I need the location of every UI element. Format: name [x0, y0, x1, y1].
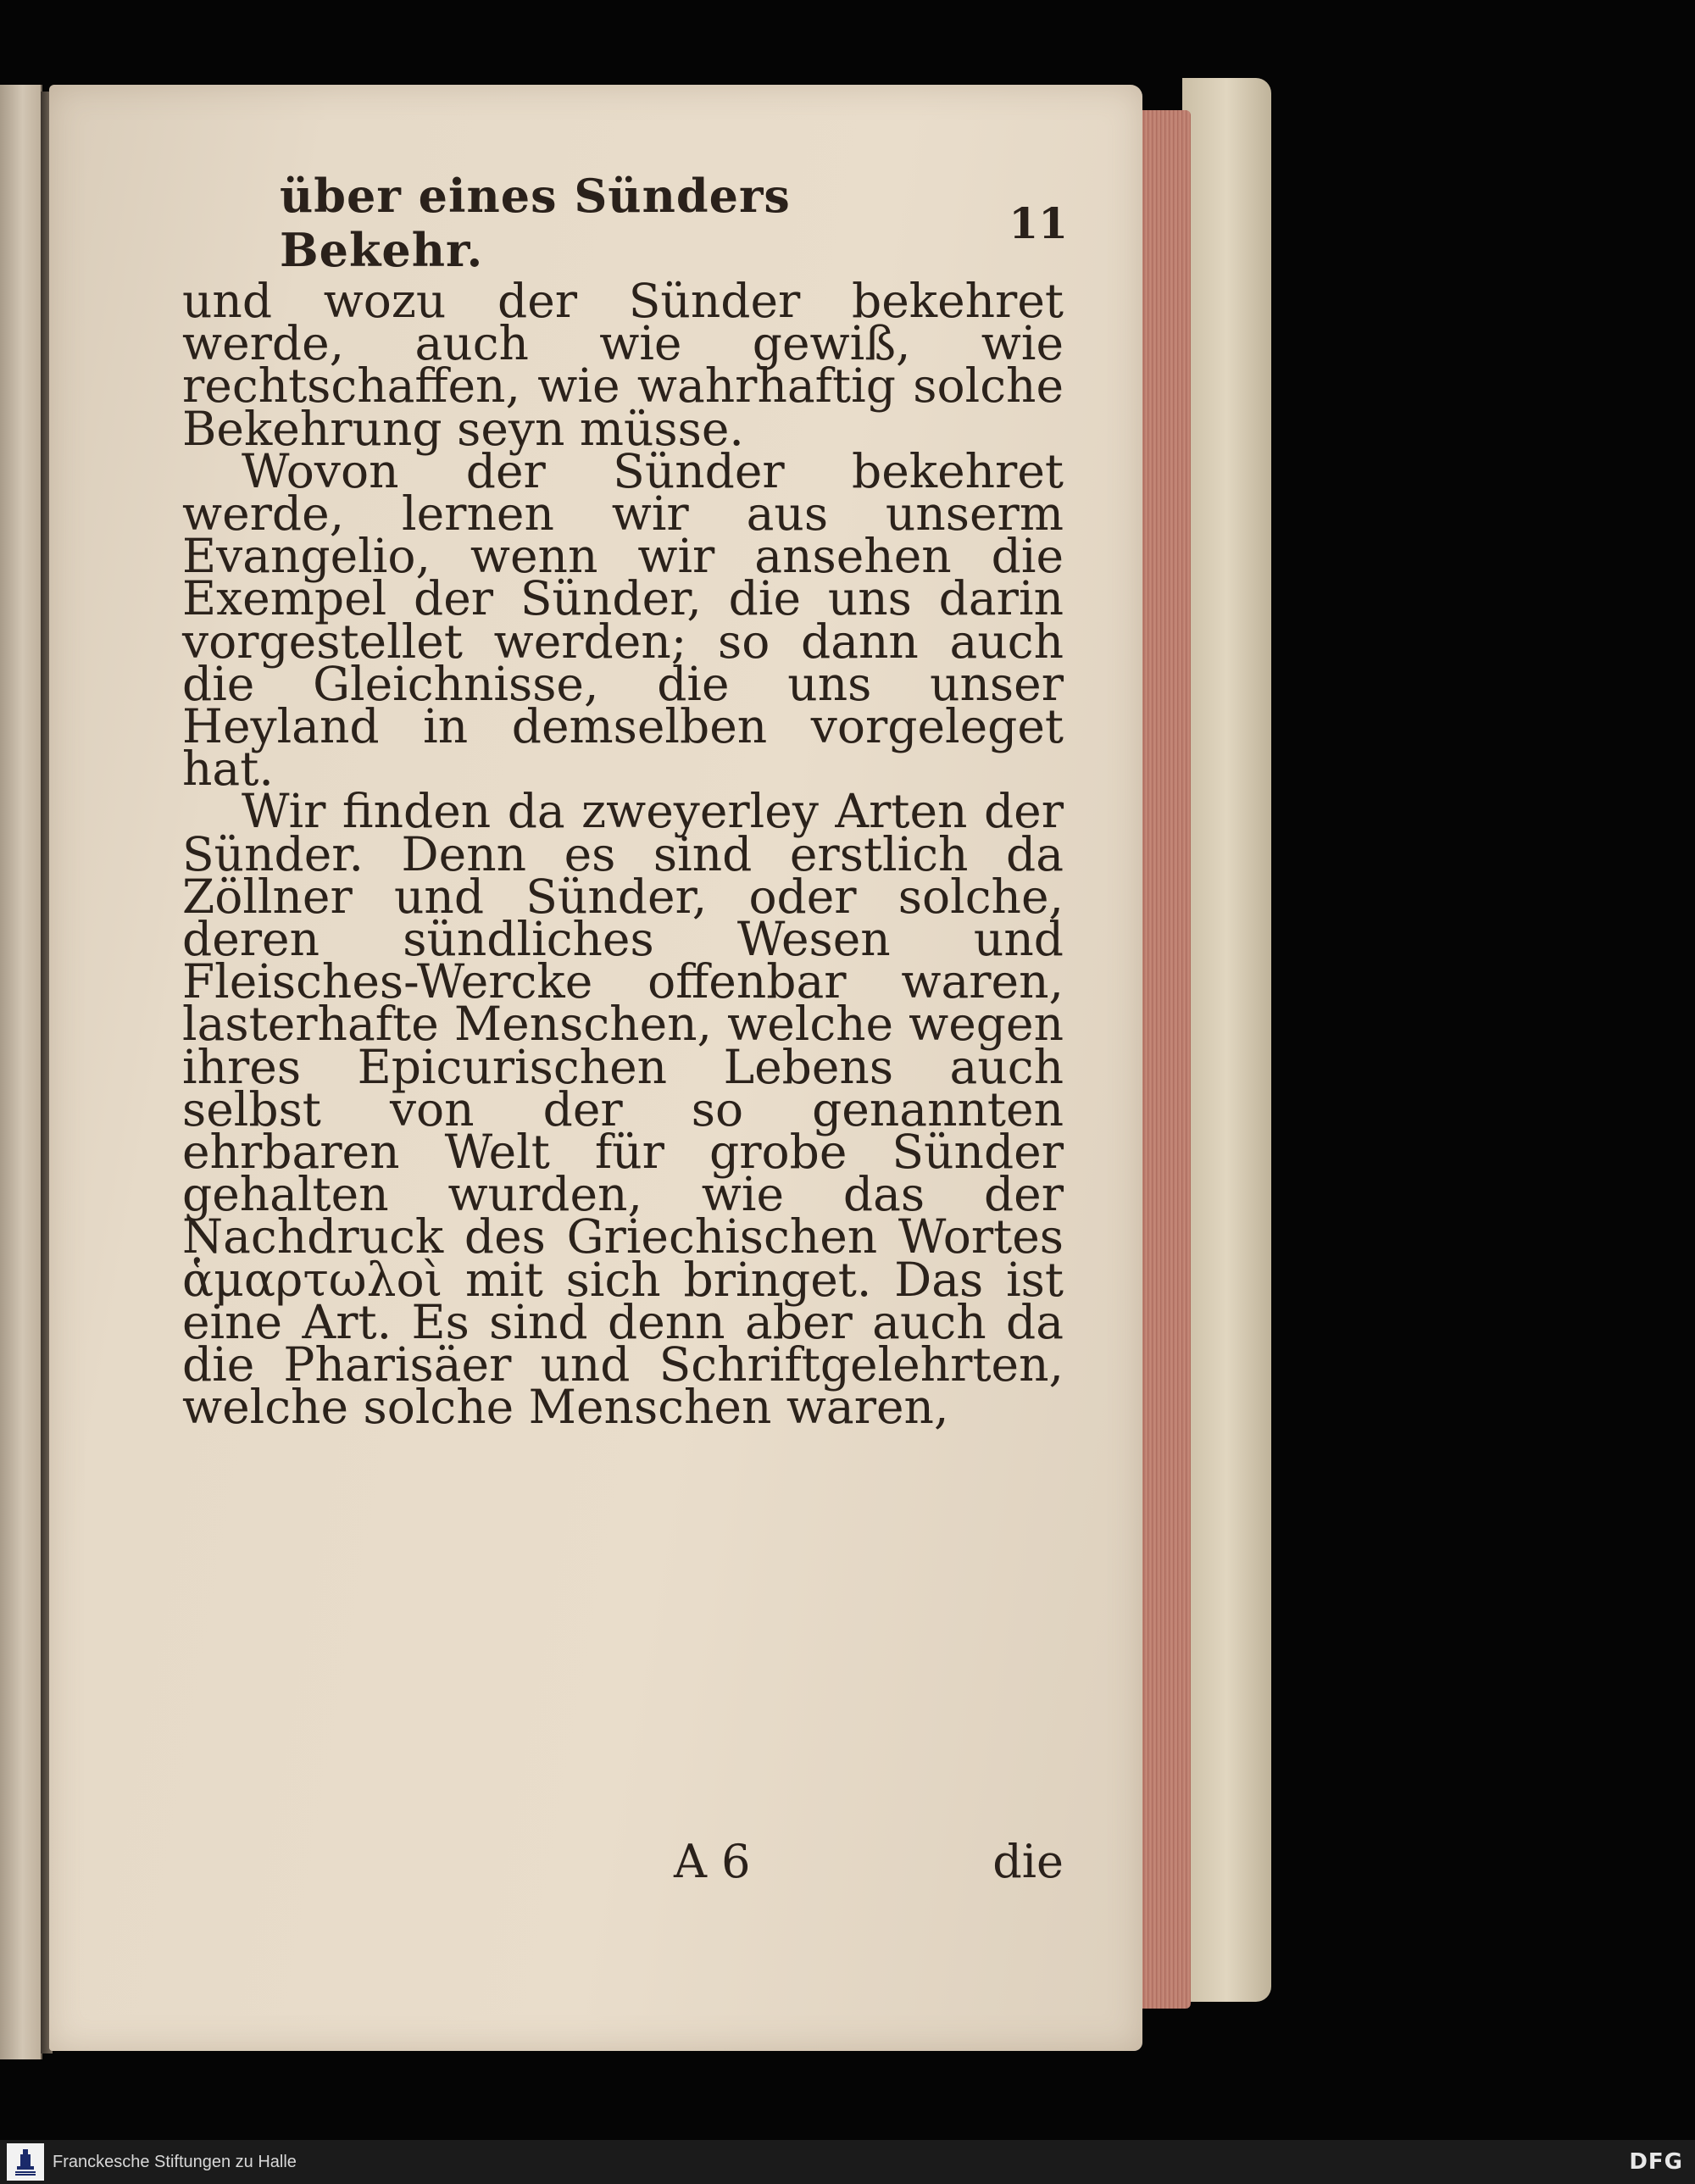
left-page-edge — [0, 85, 42, 2059]
signature-mark: A 6 — [674, 1835, 751, 1888]
page-body — [182, 274, 1064, 1435]
institution-logo-icon — [7, 2143, 44, 2181]
institution-credit — [0, 2143, 297, 2181]
institution-name: Franckesche Stiftungen zu Halle — [53, 2152, 297, 2171]
page-number: 11 — [1009, 197, 1068, 248]
paragraph-2: Wovon der Sünder bekehret werde, lernen wir aus unserm Evangelio, wenn wir ansehen die Exempel der Sünder, die uns darin vorgestellet werden; so dann auch die Gleichnisse, die uns unser Heyland in demselben vorgeleget hat. — [182, 443, 1064, 797]
paragraph-1: und wozu der Sünder bekehret werde, auch wie gewiß, wie rechtschaffen, wie wahrhaftig solche Bekehrung seyn müsse. — [182, 274, 1064, 456]
dfg-logo: DFG — [1629, 2149, 1683, 2175]
viewer-footer-bar — [0, 2140, 1695, 2184]
catchword: die — [992, 1835, 1064, 1888]
paragraph-3: Wir finden da zweyerley Arten der Sünder. Denn es sind erstlich da Zöllner und Sünder, oder solche, deren sündliches Wesen und Fleisches-Wercke offenbar waren, lasterhafte Menschen, welche wegen ihres Epicurischen Lebens auch selbst von der so genannten ehrbaren Welt für grobe Sünder gehalten wurden, wie das der Nachdruck des Griechischen Wortes ἁμαρτωλοὶ mit sich bringet. Das ist eine Art. Es sind denn aber auch da die Pharisäer und Schriftgelehrten, welche solche Menschen waren, — [182, 784, 1064, 1435]
book-cover-edge — [1182, 78, 1271, 2002]
page-header — [280, 169, 1068, 277]
page-footer — [182, 1835, 1064, 1894]
page-block-edge — [1140, 110, 1191, 2009]
running-head: über eines Sünders Bekehr. — [280, 169, 791, 277]
